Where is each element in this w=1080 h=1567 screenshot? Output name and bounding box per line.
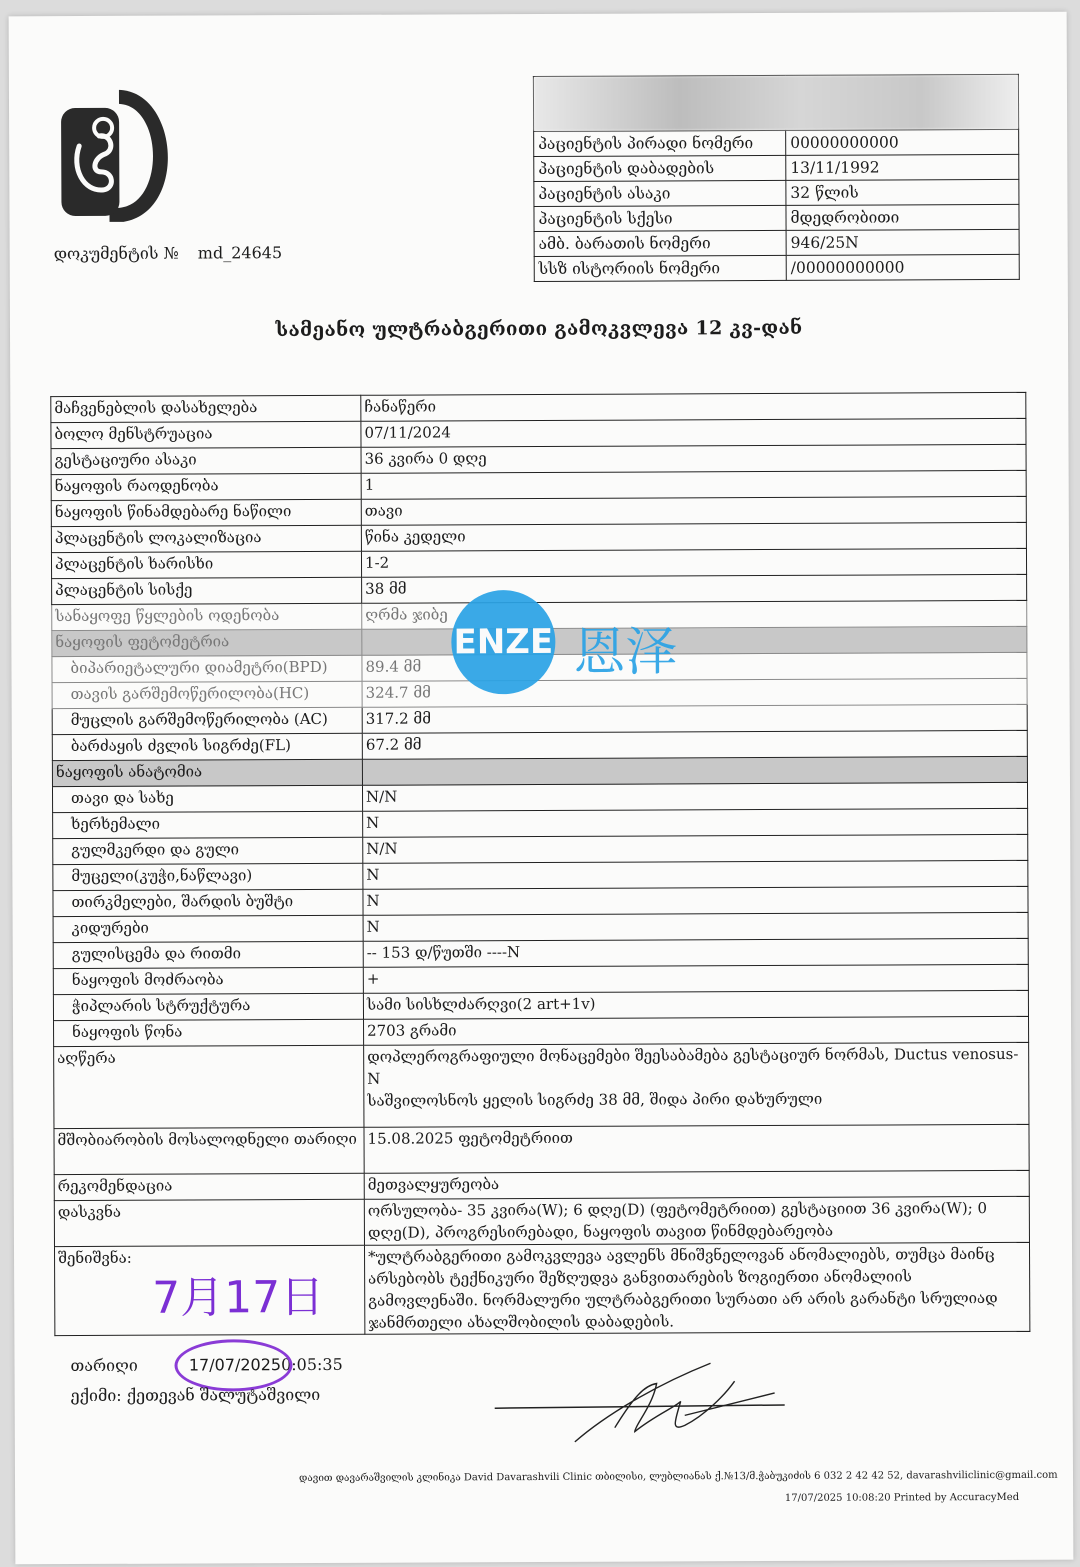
patient-field-value: 00000000000 [786, 129, 1019, 155]
footer-date [70, 1355, 342, 1375]
patient-field-label: პაციენტის სქესი [534, 205, 786, 231]
patient-field-value: 946/25N [786, 229, 1019, 255]
watermark-text: 恩泽 [573, 622, 678, 683]
circled-date-mark [175, 1339, 293, 1392]
finding-value: N [363, 808, 1028, 837]
doctor-line [71, 1385, 321, 1405]
patient-field-label: პაციენტის ასაკი [534, 180, 786, 206]
print-stamp: 17/07/2025 10:08:20 Printed by AccuracyMed [784, 1491, 1020, 1504]
finding-value: 317.2 მმ [362, 704, 1027, 733]
doctor-name: ქეთევან შალუტაშვილი [126, 1384, 321, 1405]
finding-value: *ულტრაბგერითი გამოკვლევა ავლენს მნიშვნელოვან ანომალიებს, თუმცა მაინც არსებობს ტექნიკური შეზღუდვა განვითარების ზოგიერთი ანომალიის გამოვლენაში. ნორმალური ულტრაბგერითი სურათი არ არის გარანტი სრულიად ჯანმრთელი ახალშობილის დაბადების. [364, 1242, 1029, 1334]
finding-value: დოპლეროგრაფიული მონაცემები შეესაბამება გესტაციურ ნორმას, Ductus venosus-N საშვილოსნოს ყელის სიგრძე 38 მმ, შიდა პირი დახურული [364, 1042, 1029, 1127]
patient-field-value: 13/11/1992 [786, 154, 1019, 180]
patient-field-label: სსზ ისტორიის ნომერი [534, 255, 786, 281]
finding-label: თავი და სახე [52, 785, 362, 812]
finding-label: დასკვნა [54, 1199, 364, 1246]
finding-value: სამი სისხლძარღვი(2 art+1v) [363, 990, 1028, 1019]
finding-label: ნაყოფის ანატომია [52, 759, 362, 786]
finding-label: რეკომენდაცია [54, 1173, 364, 1200]
finding-value: 1-2 [361, 548, 1026, 577]
finding-value: ორსულობა- 35 კვირა(W); 6 დღე(D) (ფეტომეტრიით) გესტაციით 36 კვირა(W); 0 დღე(D), პროგრესირებადი, ნაყოფის თავით წინმდებარეობა [364, 1196, 1029, 1245]
finding-label: კიდურები [53, 915, 363, 942]
findings-table [50, 392, 1030, 1336]
finding-value: N [363, 860, 1028, 889]
finding-label: მაჩვენებლის დასახელება [51, 395, 361, 422]
finding-value: ღრმა ჯიბე [362, 600, 1027, 629]
finding-value: + [363, 964, 1028, 993]
finding-label: პლაცენტის ხარისხი [51, 551, 361, 578]
table-row [534, 179, 1019, 206]
finding-label: აღწერა [54, 1045, 364, 1128]
table-row [54, 1042, 1029, 1128]
finding-label: ნაყოფის წინამდებარე ნაწილი [51, 499, 361, 526]
finding-value: 2703 გრამი [364, 1016, 1029, 1045]
finding-value: წინა კედელი [361, 522, 1026, 551]
finding-label: პლაცენტის ლოკალიზაცია [51, 525, 361, 552]
finding-value: ჩანაწერი [361, 392, 1026, 421]
clinic-address: დავით დავარაშვილის კლინიკა David Davarashvili Clinic თბილისი, ლუბლიანას ქ.№13/მ.ჭაბუკიძის 6 032 2 42 42 52, davarashviliclinic@gmail.com [298, 1469, 1058, 1485]
finding-value [362, 756, 1027, 785]
finding-label: თავის გარშემოწერილობა(HC) [52, 681, 362, 708]
finding-value: 38 მმ [362, 574, 1027, 603]
finding-label: თირკმელები, შარდის ბუშტი [53, 889, 363, 916]
finding-label: ჭიპლარის სტრუქტურა [53, 993, 363, 1020]
finding-label: ნაყოფის რაოდენობა [51, 473, 361, 500]
table-row [534, 154, 1019, 181]
finding-label: ბოლო მენსტრუაცია [51, 421, 361, 448]
document-number [54, 243, 283, 263]
table-row [534, 254, 1019, 281]
patient-field-value: 32 წლის [786, 179, 1019, 205]
finding-value: 67.2 მმ [362, 730, 1027, 759]
date-value: 17/07/2025 [188, 1355, 282, 1375]
document-number-label: დოკუმენტის № [53, 243, 179, 264]
finding-label: ხერხემალი [53, 811, 363, 838]
table-row [54, 1124, 1029, 1174]
date-label: თარიღი [70, 1355, 138, 1376]
finding-value: 324.7 მმ [362, 678, 1027, 707]
finding-value: N [363, 912, 1028, 941]
document-page [9, 12, 1074, 1565]
finding-value: მეთვალყურეობა [364, 1170, 1029, 1199]
finding-value: -- 153 დ/წუთში ----N [363, 938, 1028, 967]
document-number-value: md_24645 [197, 243, 283, 263]
patient-field-label: პაციენტის პირადი ნომერი [534, 130, 786, 156]
finding-value: თავი [361, 496, 1026, 525]
finding-label: ნაყოფის მოძრაობა [53, 967, 363, 994]
table-row [534, 204, 1019, 231]
finding-label: ბარძაყის ძვლის სიგრძე(FL) [52, 733, 362, 760]
clinic-logo-icon [53, 80, 192, 231]
table-row [534, 229, 1019, 256]
finding-label: პლაცენტის სისქე [52, 577, 362, 604]
finding-value: 1 [361, 470, 1026, 499]
finding-value: N/N [362, 782, 1027, 811]
patient-info-table [533, 74, 1020, 282]
finding-value: 15.08.2025 ფეტომეტრიით [364, 1124, 1029, 1173]
finding-label: შენიშვნა: [54, 1245, 364, 1335]
finding-value: 36 კვირა 0 დღე [361, 444, 1026, 473]
table-row [534, 129, 1019, 156]
signature-icon [484, 1355, 804, 1456]
patient-field-value: მდედრობითი [786, 204, 1019, 230]
finding-value: 89.4 მმ [362, 652, 1027, 681]
finding-label: მუცლის გარშემოწერილობა (AC) [52, 707, 362, 734]
finding-label: გულისცემა და რითმი [53, 941, 363, 968]
finding-value: N/N [363, 834, 1028, 863]
time-value: 0:05:35 [281, 1354, 343, 1375]
patient-field-value: /00000000000 [786, 254, 1019, 280]
handwritten-date-note: 7月17日 [152, 1271, 325, 1324]
document-title: სამეანო ულტრაბგერითი გამოკვლევა 12 კვ-დან [275, 316, 803, 342]
finding-label: სანაყოფე წყლების ოდენობა [52, 603, 362, 630]
finding-label: ბიპარიეტალური დიამეტრი(BPD) [52, 655, 362, 682]
watermark-logo: ENZE [451, 590, 555, 694]
table-row [54, 1196, 1029, 1246]
finding-value: N [363, 886, 1028, 915]
doctor-label: ექიმი: [70, 1385, 122, 1406]
date-value-wrap [189, 1355, 281, 1374]
finding-label: ნაყოფის ფეტომეტრია [52, 629, 362, 656]
redacted-row [533, 74, 1018, 131]
finding-label: გულმკერდი და გული [53, 837, 363, 864]
finding-label: მუცელი(კუჭი,ნაწლავი) [53, 863, 363, 890]
patient-field-label: ამბ. ბარათის ნომერი [534, 230, 786, 256]
finding-label: მშობიარობის მოსალოდნელი თარიღი [54, 1127, 364, 1174]
finding-label: გესტაციური ასაკი [51, 447, 361, 474]
finding-label: ნაყოფის წონა [54, 1019, 364, 1046]
patient-field-label: პაციენტის დაბადების [534, 155, 786, 181]
finding-value: 07/11/2024 [361, 418, 1026, 447]
